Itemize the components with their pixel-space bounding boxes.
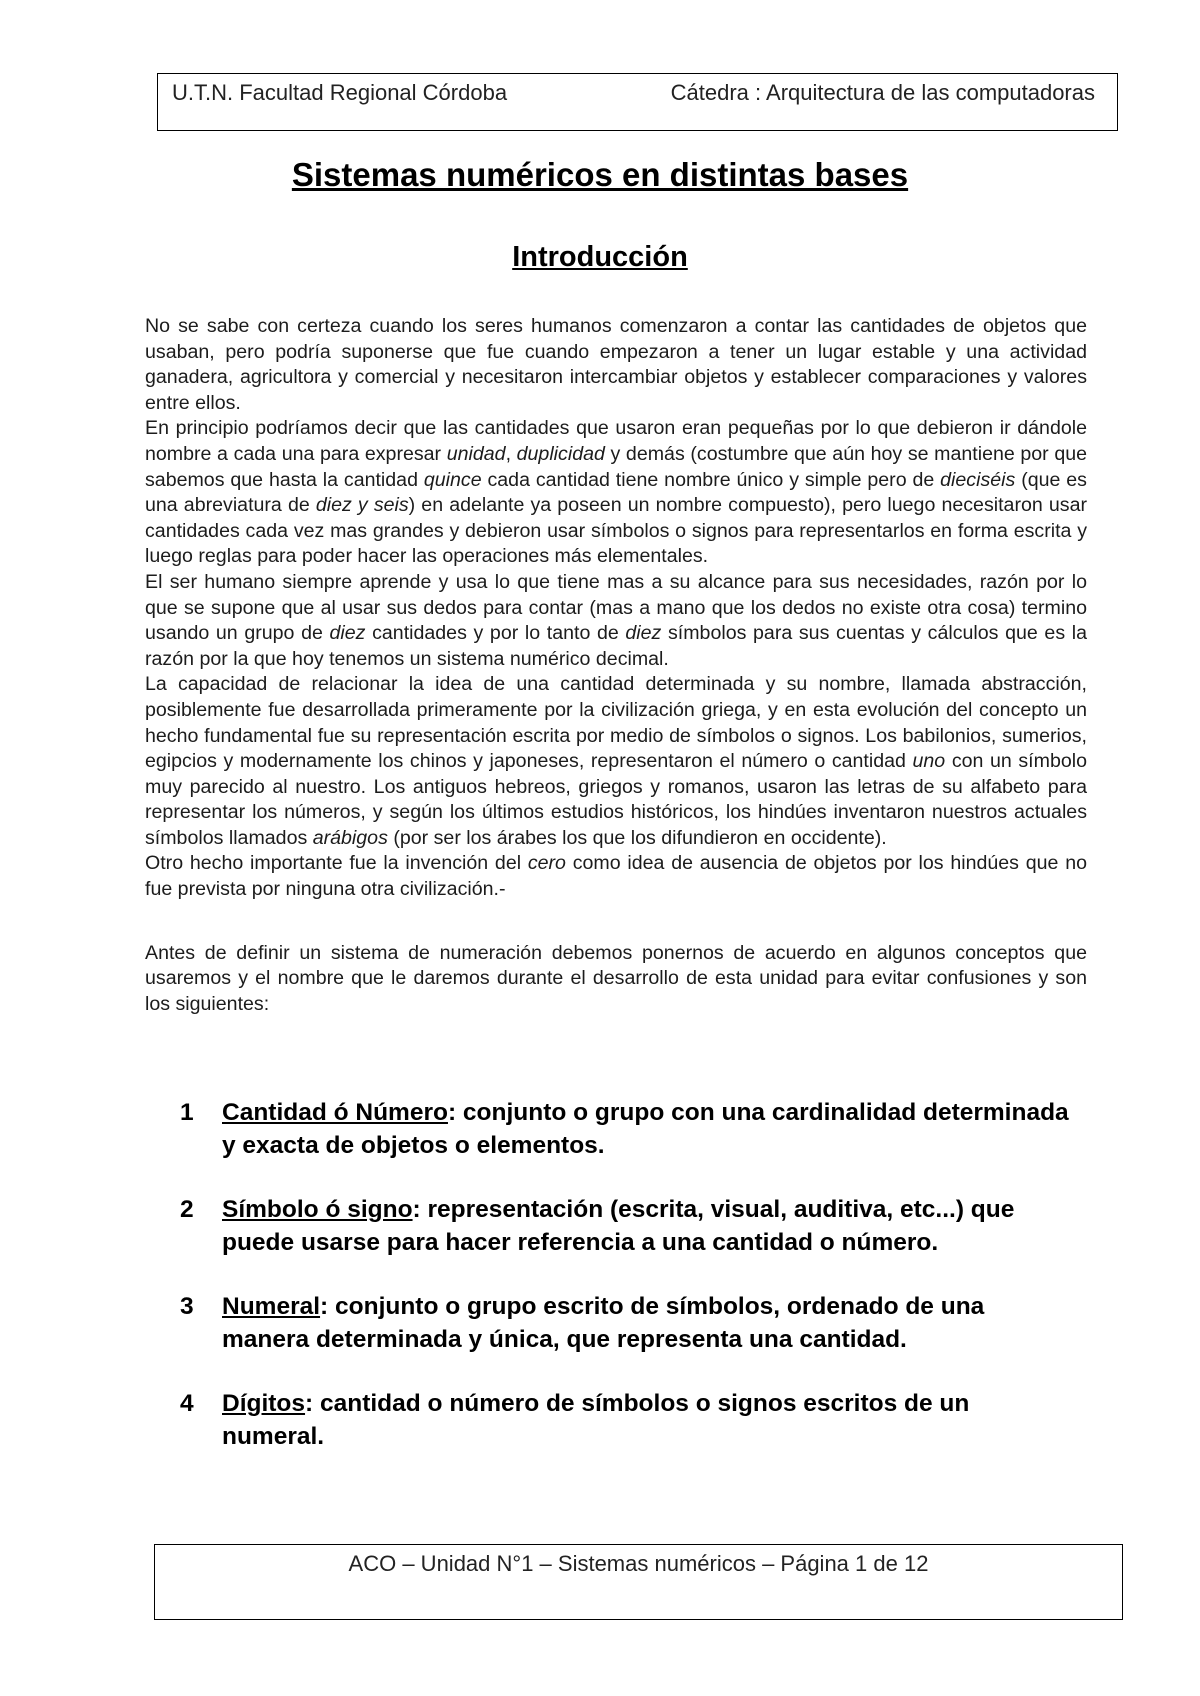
italic-term: diez y seis [315,494,409,517]
paragraph [145,672,1087,851]
definition-number: 2 [180,1196,194,1223]
definition-text: : cantidad o número de símbolos o signos escritos de un numeral. [222,1390,970,1450]
header-institution: U.T.N. Facultad Regional Córdoba [172,80,508,105]
definition-item [180,1290,1070,1356]
italic-term: arábigos [312,826,388,849]
intro-body [145,314,1087,1017]
italic-term: uno [912,750,946,773]
section-title: Introducción [512,241,688,273]
footer-text: ACO – Unidad N°1 – Sistemas numéricos – Página 1 de 12 [348,1551,929,1576]
definition-item [180,1387,1070,1453]
italic-term: duplicidad [516,442,605,465]
paragraph-spacer [145,903,1087,941]
italic-term: dieciséis [940,468,1016,491]
text-run: símbolos para sus cuentas y cálculos que es la razón por la que hoy tenemos un sistema numérico decimal. [145,622,1087,670]
paragraph [145,570,1087,672]
header-course: Cátedra : Arquitectura de las computadoras [670,80,1095,105]
italic-term: unidad [446,442,506,465]
definition-number: 3 [180,1293,194,1320]
text-run: La capacidad de relacionar la idea de una cantidad determinada y su nombre, llamada abstracción, posiblemente fue desarrollada primeramente por la civilización griega, y en esta evolución del concepto un hecho fundamental fue su representación escrita por medio de símbolos o signos. Los babilonios, sumerios, egipcios y modernamente los chinos y japoneses, representaron el número o cantidad [145,673,1087,773]
text-run: cada cantidad tiene nombre único y simple pero de [481,468,941,491]
paragraph [145,314,1087,416]
text-run: El ser humano siempre aprende y usa lo que tiene mas a su alcance para sus necesidades, razón por lo que se supone que al usar sus dedos para contar (mas a mano que los dedos no existe otra cosa) termino usando un grupo de [145,570,1087,645]
text-run: y demás (costumbre que aún hoy se mantiene por que sabemos que hasta la cantidad [145,442,1088,491]
definition-number: 4 [180,1390,194,1417]
definition-term: Símbolo ó signo [222,1196,413,1223]
text-run: No se sabe con certeza cuando los seres humanos comenzaron a contar las cantidades de objetos que usaban, pero podría suponerse que fue cuando empezaron a tener un lugar estable y una actividad ganadera, agricultora y comercial y necesitaron intercambiar objetos y establecer comparaciones y valores entre ellos. [145,315,1087,414]
definition-term: Cantidad ó Número [222,1099,448,1126]
definition-term: Numeral [222,1293,321,1320]
text-run: como idea de ausencia de objetos por los hindúes que no fue prevista por ninguna otra civilización.- [145,852,1087,901]
text-run: (por ser los árabes los que los difundieron en occidente). [387,826,887,849]
text-run: , [505,442,517,465]
definition-item [180,1096,1070,1162]
italic-term: diez [329,622,366,645]
document-title: Sistemas numéricos en distintas bases [291,156,909,193]
text-run: Otro hecho importante fue la invención del [145,852,528,875]
definition-number: 1 [180,1099,194,1126]
text-run: En principio podríamos decir que las cantidades que usaron eran pequeñas por lo que debieron ir dándole nombre a cada una para expresar [145,417,1087,465]
text-run: con un símbolo muy parecido al nuestro. Los antiguos hebreos, griegos y romanos, usaron las letras de su alfabeto para representar los números, y según los últimos estudios históricos, los hindúes inventaron nuestros actuales símbolos llamados [145,750,1087,849]
text-run: (que es una abreviatura de [145,468,1087,517]
italic-term: quince [423,468,482,491]
definition-item [180,1193,1070,1259]
paragraph [145,851,1087,902]
definition-text: : conjunto o grupo con una cardinalidad determinada y exacta de objetos o elementos. [222,1099,1069,1159]
paragraph [145,416,1087,570]
text-run: ) en adelante ya poseen un nombre compuesto), pero luego necesitaron usar cantidades cada vez mas grandes y debieron usar símbolos o signos para representarlos en forma escrita y luego reglas para poder hacer las operaciones más elementales. [145,494,1087,568]
italic-term: diez [625,622,662,645]
paragraph [145,941,1087,1018]
text-run: Antes de definir un sistema de numeración debemos ponernos de acuerdo en algunos conceptos que usaremos y el nombre que le daremos durante el desarrollo de esta unidad para evitar confusiones y son los siguientes: [145,941,1087,1015]
italic-term: cero [527,852,566,875]
definition-text: : conjunto o grupo escrito de símbolos, ordenado de una manera determinada y única, que representa una cantidad. [222,1293,985,1353]
page-header [157,73,1118,131]
text-run: cantidades y por lo tanto de [365,622,626,645]
definition-term: Dígitos [222,1390,306,1417]
page-footer [154,1544,1123,1620]
definition-text: : representación (escrita, visual, auditiva, etc...) que puede usarse para hacer referencia a una cantidad o número. [222,1196,1015,1256]
definitions-list [180,1096,1070,1484]
